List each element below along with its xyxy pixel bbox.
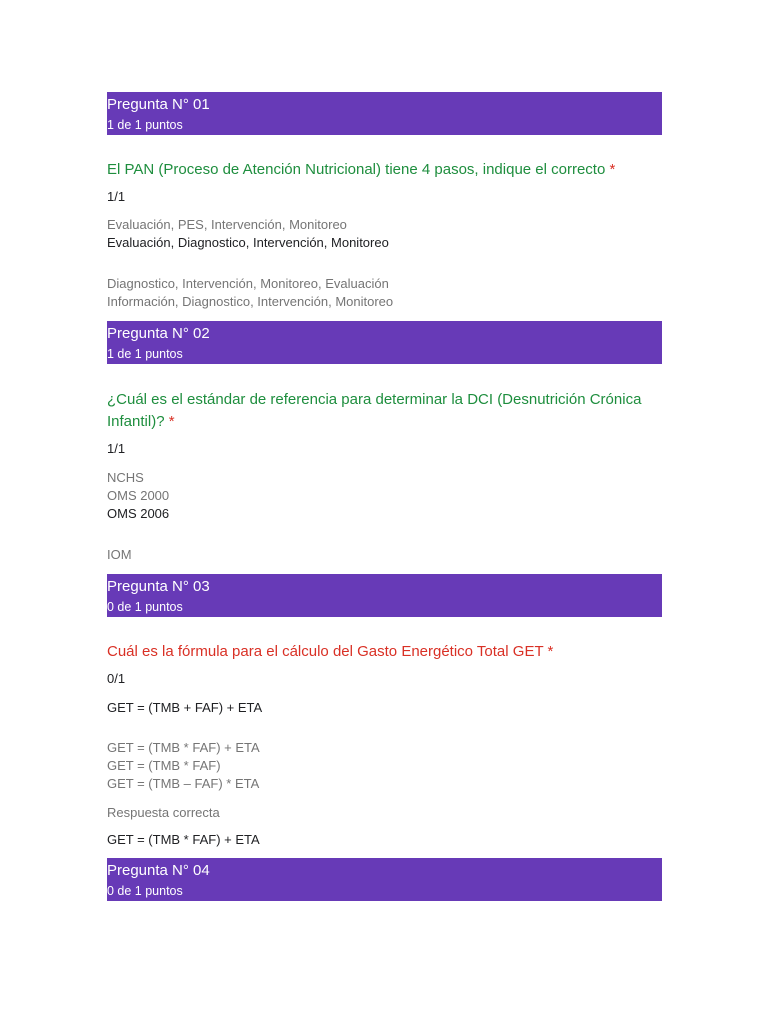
answer-option-selected: Evaluación, Diagnostico, Intervención, Monitoreo xyxy=(107,235,389,250)
answer-option: GET = (TMB * FAF) + ETA xyxy=(107,740,260,755)
question-points: 1 de 1 puntos xyxy=(107,347,183,361)
question-score-1: 1/1 xyxy=(107,189,126,204)
required-asterisk: * xyxy=(609,161,616,178)
answer-option: GET = (TMB * FAF) xyxy=(107,758,221,773)
answer-option: NCHS xyxy=(107,470,144,485)
required-asterisk: * xyxy=(547,643,554,660)
correct-answer-label: Respuesta correcta xyxy=(107,805,220,820)
question-text-2: ¿Cuál es el estándar de referencia para determinar la DCI (Desnutrición Crónica Infantil)? * xyxy=(107,391,642,430)
question-number: Pregunta N° 01 xyxy=(107,96,210,113)
question-header-4 xyxy=(107,858,662,901)
answer-option-selected: OMS 2006 xyxy=(107,506,170,521)
question-number: Pregunta N° 04 xyxy=(107,862,210,879)
question-score-2: 1/1 xyxy=(107,441,126,456)
question-header-2 xyxy=(107,321,662,364)
question-points: 1 de 1 puntos xyxy=(107,118,183,132)
question-text-3: Cuál es la fórmula para el cálculo del Gasto Energético Total GET * xyxy=(107,643,554,660)
answer-option: Información, Diagnostico, Intervención, Monitoreo xyxy=(107,294,394,309)
question-points: 0 de 1 puntos xyxy=(107,600,183,614)
answer-option: IOM xyxy=(107,547,132,562)
correct-answer: GET = (TMB * FAF) + ETA xyxy=(107,832,260,847)
question-number: Pregunta N° 03 xyxy=(107,578,210,595)
question-header-1 xyxy=(107,92,662,135)
question-points: 0 de 1 puntos xyxy=(107,884,183,898)
answer-option: OMS 2000 xyxy=(107,488,170,503)
answer-option: GET = (TMB – FAF) * ETA xyxy=(107,776,260,791)
question-score-3: 0/1 xyxy=(107,671,126,686)
question-text-1: El PAN (Proceso de Atención Nutricional) tiene 4 pasos, indique el correcto * xyxy=(107,161,616,178)
answer-option: Diagnostico, Intervención, Monitoreo, Evaluación xyxy=(107,276,389,291)
answer-option: Evaluación, PES, Intervención, Monitoreo xyxy=(107,217,347,232)
question-header-3 xyxy=(107,574,662,617)
required-asterisk: * xyxy=(168,413,175,430)
question-number: Pregunta N° 02 xyxy=(107,325,210,342)
answer-option-selected: GET = (TMB + FAF) + ETA xyxy=(107,700,263,715)
